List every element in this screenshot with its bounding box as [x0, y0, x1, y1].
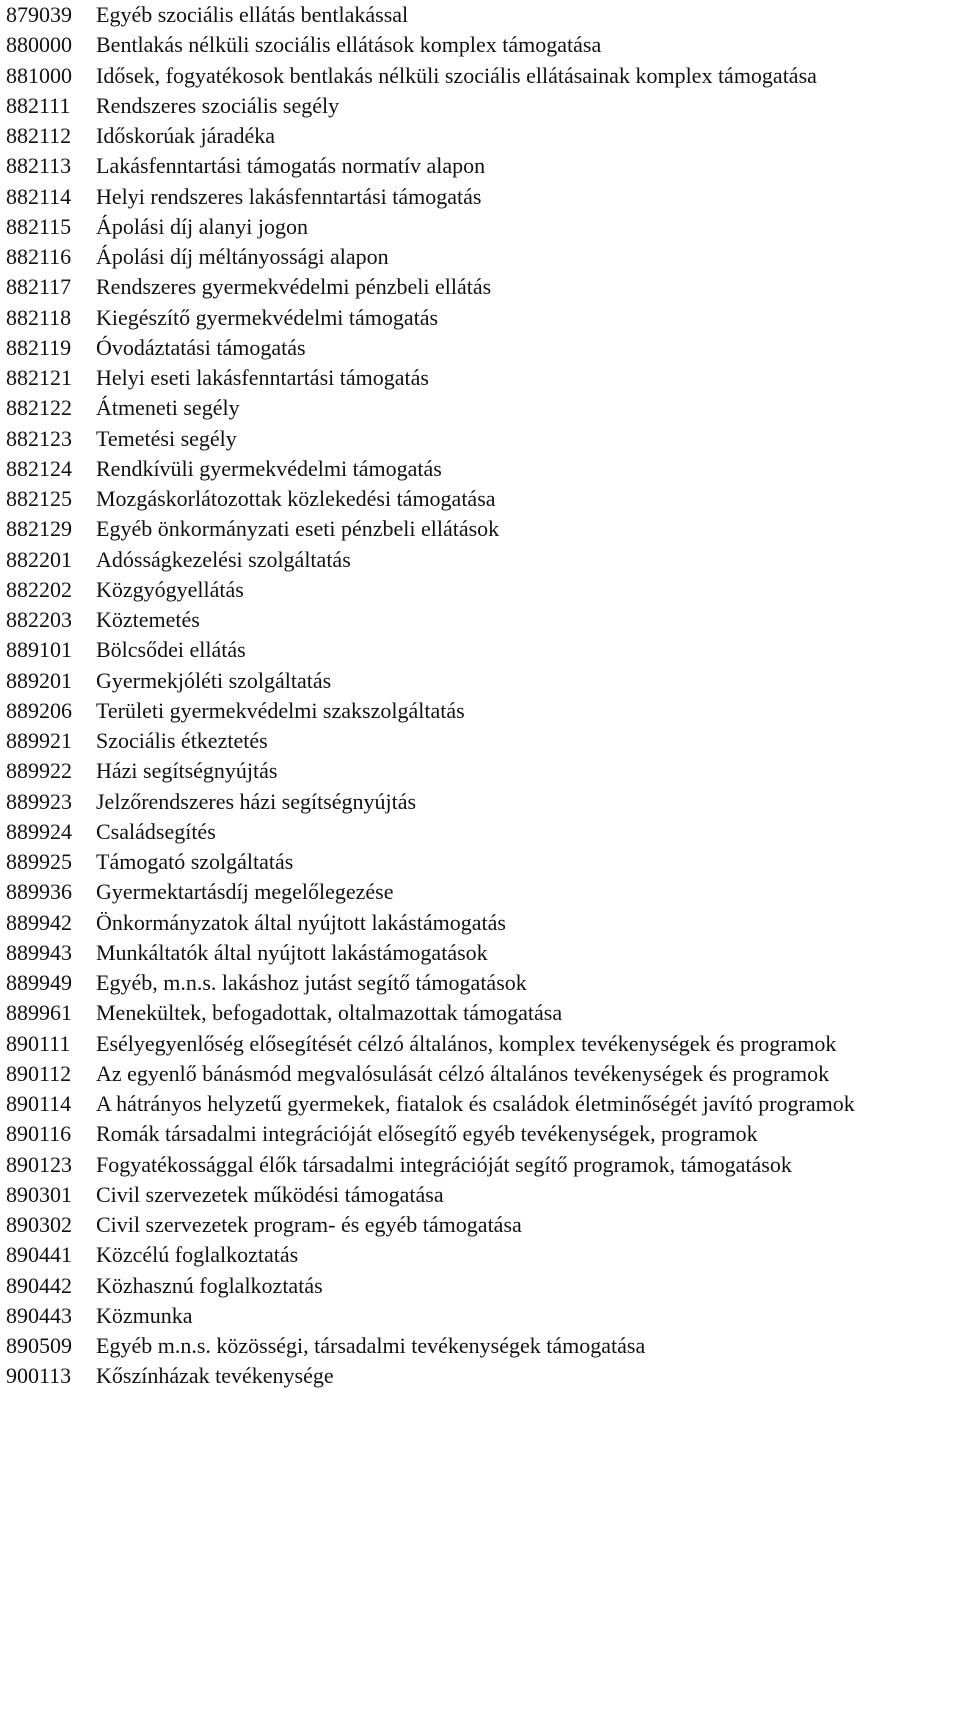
list-item [6, 968, 954, 998]
item-code: 882118 [6, 304, 72, 330]
list-item [6, 182, 954, 212]
item-description: A hátrányos helyzetű gyermekek, fiatalok és családok életminőségét javító programok [96, 1091, 855, 1116]
list-item [6, 1029, 954, 1059]
item-code: 889942 [6, 909, 72, 935]
item-description: Helyi rendszeres lakásfenntartási támogatás [96, 183, 482, 209]
item-description: Egyéb szociális ellátás bentlakással [96, 2, 409, 27]
item-code: 882117 [6, 274, 72, 300]
list-item [6, 756, 954, 786]
list-item [6, 303, 954, 333]
item-code: 889949 [6, 970, 72, 995]
document-body [6, 0, 954, 1392]
list-item [6, 1331, 954, 1361]
list-item [6, 1089, 954, 1119]
item-description: Egyéb, m.n.s. lakáshoz jutást segítő támogatások [96, 970, 527, 995]
list-item [6, 1119, 954, 1149]
item-code: 882203 [6, 607, 72, 632]
item-code: 890116 [6, 1121, 72, 1147]
list-item [6, 666, 954, 696]
item-code: 882123 [6, 425, 72, 451]
item-description: Jelzőrendszeres házi segítségnyújtás [96, 788, 417, 814]
item-description: Házi segítségnyújtás [96, 758, 278, 784]
item-code: 889206 [6, 697, 72, 723]
list-item [6, 212, 954, 242]
item-code: 882201 [6, 546, 72, 572]
item-code: 880000 [6, 32, 72, 58]
item-description: Esélyegyenlőség elősegítését célzó általános, komplex tevékenységek és programok [96, 1030, 837, 1056]
item-code: 890112 [6, 1060, 72, 1086]
list-item [6, 242, 954, 272]
item-description: Mozgáskorlátozottak közlekedési támogatása [96, 486, 496, 511]
list-item [6, 1301, 954, 1331]
list-item [6, 333, 954, 363]
item-code: 890114 [6, 1091, 72, 1116]
item-code: 882111 [6, 92, 71, 118]
item-description: Menekültek, befogadottak, oltalmazottak támogatása [96, 1000, 563, 1026]
item-code: 889936 [6, 879, 72, 905]
item-description: Ápolási díj méltányossági alapon [96, 244, 389, 269]
item-code: 889925 [6, 849, 72, 874]
list-item [6, 1210, 954, 1240]
list-item [6, 454, 954, 484]
item-code: 882116 [6, 244, 72, 269]
item-description: Romák társadalmi integrációját elősegítő egyéb tevékenységek, programok [96, 1121, 758, 1147]
item-description: Lakásfenntartási támogatás normatív alapon [96, 153, 486, 179]
item-description: Közmunka [96, 1302, 193, 1328]
item-description: Civil szervezetek működési támogatása [96, 1181, 444, 1207]
list-item [6, 938, 954, 968]
item-code: 890301 [6, 1181, 72, 1207]
item-description: Rendkívüli gyermekvédelmi támogatás [96, 455, 442, 481]
item-description: Adósságkezelési szolgáltatás [96, 546, 351, 572]
list-item [6, 363, 954, 393]
item-description: Helyi eseti lakásfenntartási támogatás [96, 365, 429, 390]
item-description: Időskorúak járadéka [96, 123, 275, 148]
item-code: 889943 [6, 939, 72, 965]
list-item [6, 787, 954, 817]
item-description: Óvodáztatási támogatás [96, 334, 306, 360]
item-code: 882121 [6, 365, 72, 390]
list-item [6, 0, 954, 30]
list-item [6, 1180, 954, 1210]
list-item [6, 1361, 954, 1391]
item-code: 890442 [6, 1272, 72, 1298]
list-item [6, 605, 954, 635]
item-code: 890441 [6, 1242, 72, 1268]
list-item [6, 1150, 954, 1180]
item-code: 889922 [6, 758, 72, 784]
item-description: Közhasznú foglalkoztatás [96, 1272, 323, 1298]
item-code: 890443 [6, 1302, 72, 1328]
item-code: 890509 [6, 1333, 72, 1358]
list-item [6, 908, 954, 938]
item-description: Családsegítés [96, 818, 216, 844]
item-code: 890123 [6, 1151, 72, 1177]
list-item [6, 847, 954, 877]
list-item [6, 1240, 954, 1270]
item-code: 882115 [6, 213, 72, 239]
list-item [6, 30, 954, 60]
item-description: Ápolási díj alanyi jogon [96, 213, 309, 239]
item-code: 889924 [6, 818, 72, 844]
item-code: 882202 [6, 576, 72, 602]
list-item [6, 272, 954, 302]
item-description: Egyéb m.n.s. közösségi, társadalmi tevékenységek támogatása [96, 1333, 646, 1358]
list-item [6, 1271, 954, 1301]
list-item [6, 514, 954, 544]
list-item [6, 151, 954, 181]
list-item [6, 998, 954, 1028]
list-item [6, 61, 954, 91]
list-item [6, 484, 954, 514]
item-description: Bentlakás nélküli szociális ellátások komplex támogatása [96, 32, 602, 58]
item-description: Bölcsődei ellátás [96, 637, 246, 663]
item-description: Gyermekjóléti szolgáltatás [96, 667, 332, 693]
item-code: 889201 [6, 667, 72, 693]
item-code: 882119 [6, 334, 72, 360]
item-code: 879039 [6, 2, 72, 27]
item-description: Fogyatékossággal élők társadalmi integrációját segítő programok, támogatások [96, 1151, 792, 1177]
list-item [6, 545, 954, 575]
item-code: 890302 [6, 1212, 72, 1237]
list-item [6, 121, 954, 151]
item-description: Rendszeres szociális segély [96, 92, 340, 118]
list-item [6, 877, 954, 907]
item-code: 889921 [6, 728, 72, 753]
list-item [6, 1059, 954, 1089]
item-description: Támogató szolgáltatás [96, 849, 294, 874]
item-code: 882122 [6, 395, 72, 421]
item-code: 889923 [6, 788, 72, 814]
list-item [6, 91, 954, 121]
item-description: Közcélú foglalkoztatás [96, 1242, 299, 1268]
item-description: Idősek, fogyatékosok bentlakás nélküli szociális ellátásainak komplex támogatása [96, 62, 817, 88]
list-item [6, 424, 954, 454]
list-item [6, 817, 954, 847]
item-code: 882129 [6, 516, 72, 542]
list-item [6, 393, 954, 423]
item-description: Közgyógyellátás [96, 576, 244, 602]
item-description: Kiegészítő gyermekvédelmi támogatás [96, 304, 439, 330]
item-code: 900113 [6, 1363, 72, 1389]
item-code: 882114 [6, 183, 72, 209]
item-code: 889101 [6, 637, 72, 663]
item-description: Temetési segély [96, 425, 237, 451]
item-code: 881000 [6, 62, 72, 88]
item-code: 889961 [6, 1000, 72, 1026]
item-code: 890111 [6, 1030, 71, 1056]
item-description: Átmeneti segély [96, 395, 240, 421]
item-description: Gyermektartásdíj megelőlegezése [96, 879, 394, 905]
item-code: 882125 [6, 486, 72, 511]
list-item [6, 575, 954, 605]
item-description: Szociális étkeztetés [96, 728, 268, 753]
item-description: Kőszínházak tevékenysége [96, 1363, 334, 1389]
item-description: Köztemetés [96, 607, 200, 632]
item-description: Egyéb önkormányzati eseti pénzbeli ellátások [96, 516, 500, 542]
item-description: Területi gyermekvédelmi szakszolgáltatás [96, 697, 465, 723]
item-description: Önkormányzatok által nyújtott lakástámogatás [96, 909, 506, 935]
item-code: 882112 [6, 123, 72, 148]
item-description: Civil szervezetek program- és egyéb támogatása [96, 1212, 522, 1237]
item-description: Az egyenlő bánásmód megvalósulását célzó általános tevékenységek és programok [96, 1060, 830, 1086]
list-item [6, 635, 954, 665]
item-code: 882124 [6, 455, 72, 481]
item-code: 882113 [6, 153, 72, 179]
list-item [6, 726, 954, 756]
list-item [6, 696, 954, 726]
item-description: Munkáltatók által nyújtott lakástámogatások [96, 939, 488, 965]
item-description: Rendszeres gyermekvédelmi pénzbeli ellátás [96, 274, 492, 300]
